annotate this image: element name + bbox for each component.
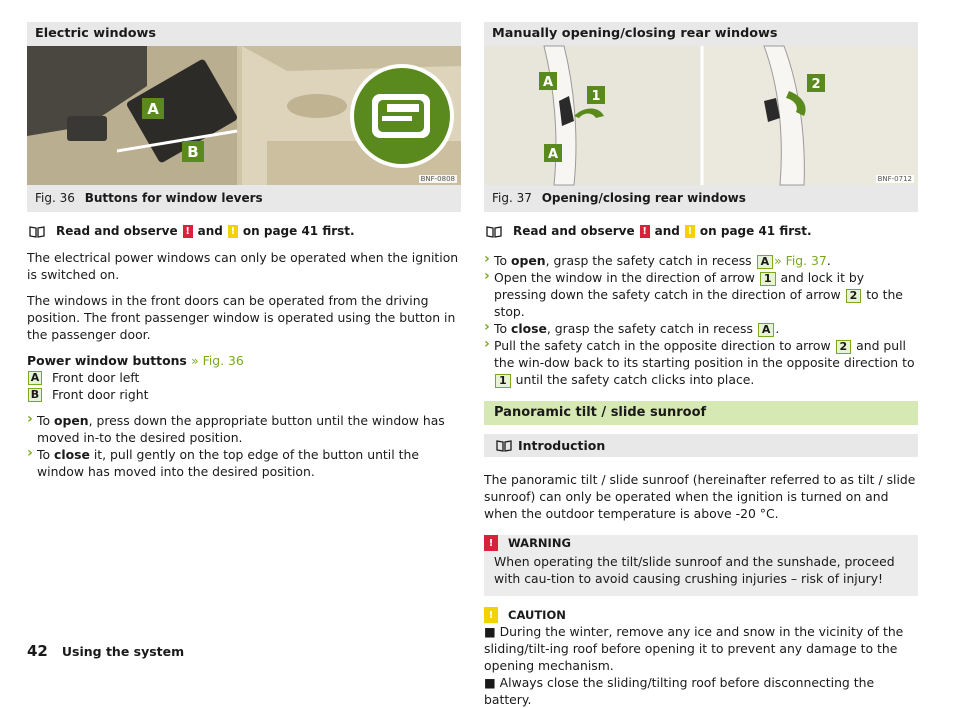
warning-icon: ! [183,225,193,238]
section-header-electric-windows: Electric windows [27,22,461,46]
page-footer [27,643,184,660]
right-column [484,22,918,708]
legend-text: Front door left [52,370,140,385]
warning-icon: ! [640,225,650,238]
legend-list [27,369,461,403]
legend-text: Front door right [52,387,149,402]
warning-text: When operating the tilt/slide sunroof and the sunshade, proceed with cau-tion to avoid causing crushing injuries – risk of injury! [494,554,895,586]
key-a: A [757,255,774,269]
introduction-title: Introduction [518,438,606,453]
paragraph-sunroof-intro: The panoramic tilt / slide sunroof (hereinafter referred to as tilt / slide sunroof) can only be operated when the ignition is turned on and when the outdoor temperature is above -20 °C. [484,472,916,521]
read-first-after: on page 41 first. [242,224,355,238]
step-release: › Pull the safety catch in the opposite direction to arrow 2 and pull the win-dow back to its starting position in the opposite direction to 1 until the safety catch clicks into place. [484,337,918,388]
legend-figure-link[interactable]: » Fig. 36 [191,353,244,368]
caution-item: ■ During the winter, remove any ice and snow in the vicinity of the sliding/tilt-ing roof before opening it to prevent any damage to the opening mechanism. [484,624,904,673]
step-lock: › Open the window in the direction of arrow 1 and lock it by pressing down the safety catch in the direction of arrow 2 to the stop. [484,269,918,320]
figure-caption [484,185,918,212]
figure-label-a: A [147,100,159,118]
legend-item [27,369,461,386]
left-column [27,22,461,480]
section-header-sunroof: Panoramic tilt / slide sunroof [484,401,918,425]
paragraph-ignition: The electrical power windows can only be operated when the ignition is switched on. [27,250,459,282]
caption-title: Opening/closing rear windows [541,191,746,205]
figure-window-buttons [27,46,461,185]
caution-item: ■ Always close the sliding/tilting roof before disconnecting the battery. [484,675,875,707]
legend-title: Power window buttons [27,353,187,368]
page-number: 42 [27,642,48,660]
read-first-middle: and [197,224,223,238]
window-steps [27,412,461,480]
step-close: › To close, grasp the safety catch in recess A . [484,320,918,337]
step-open: › To open, grasp the safety catch in recess A » Fig. 37. [484,252,918,269]
book-icon [29,226,45,238]
read-first-note [27,223,461,240]
warning-icon: ! [484,535,498,551]
figure-code: BNF-0808 [420,175,455,183]
read-first-before: Read and observe [56,224,178,238]
paragraph-front-doors: The windows in the front doors can be operated from the driving position. The front passenger window is operated using the button in the passenger door. [27,293,456,342]
figure-label-b: B [187,143,199,161]
warning-box [484,535,918,596]
caption-title: Buttons for window levers [84,191,263,205]
legend-item [27,386,461,403]
key-1: 1 [495,374,511,388]
legend-key: B [28,388,42,402]
key-2: 2 [836,340,852,354]
step-open: › To open, press down the appropriate button until the window has moved in-to the desired position. [27,412,461,446]
key-2: 2 [846,289,862,303]
caution-icon: ! [484,607,498,623]
figure-link[interactable]: » Fig. 37 [774,253,827,268]
figure-label-a-bottom: A [547,147,559,162]
figure-label-a-top: A [542,75,554,90]
legend-key: A [28,371,42,385]
door-illustration [27,46,461,185]
subsection-header-introduction [484,434,918,457]
read-first-note [484,223,918,240]
caution-icon: ! [228,225,238,238]
section-header-rear-windows: Manually opening/closing rear windows [484,22,918,46]
figure-label-2: 2 [811,77,821,92]
figure-rear-windows [484,46,918,185]
read-first-before: Read and observe [513,224,635,238]
warning-title: ! WARNING [484,535,918,551]
rear-window-steps [484,252,918,388]
book-icon [496,440,512,452]
chapter-title: Using the system [61,644,185,659]
rear-window-illustration [484,46,918,185]
step-close: › To close it, pull gently on the top edge of the button until the window has moved into the desired position. [27,446,461,480]
key-1: 1 [760,272,776,286]
caption-number: Fig. 36 [35,191,75,205]
figure-caption [27,185,461,212]
book-icon [486,226,502,238]
caption-number: Fig. 37 [492,191,532,205]
key-a: A [758,323,775,337]
read-first-middle: and [654,224,680,238]
figure-label-1: 1 [591,89,601,104]
caution-icon: ! [685,225,695,238]
figure-code: BNF-0712 [877,175,912,183]
read-first-after: on page 41 first. [699,224,812,238]
legend-heading [27,352,461,369]
caution-title: ! CAUTION [484,607,918,623]
